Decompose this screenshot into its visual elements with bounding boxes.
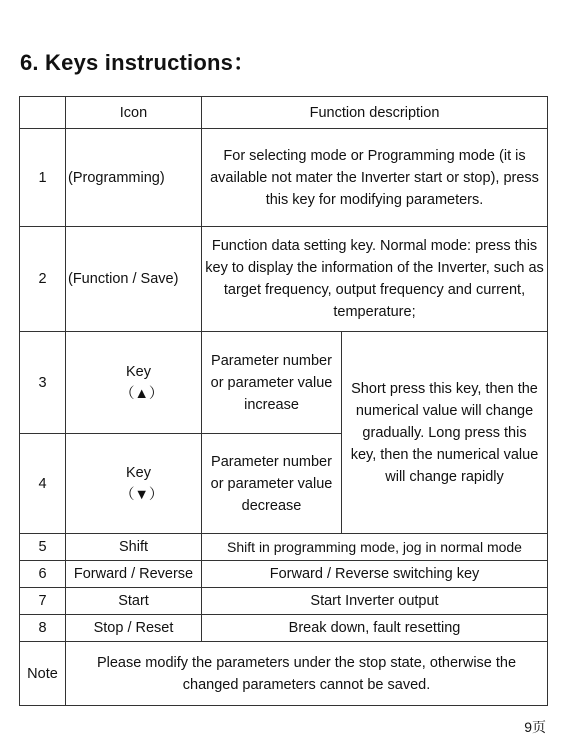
row-description: Forward / Reverse switching key	[202, 561, 548, 588]
keys-table	[19, 96, 548, 706]
down-arrow-icon: （▼）	[120, 486, 164, 503]
down-key-cell	[66, 434, 202, 534]
row-number: 4	[20, 434, 66, 534]
table-row	[20, 534, 548, 561]
row-description: Function data setting key. Normal mode: press this key to display the information of the Inverter, such as target frequency, output frequency and current, temperature;	[202, 227, 548, 332]
row-icon-label: Stop / Reset	[66, 615, 202, 642]
row-icon-label: (Programming)	[66, 129, 202, 227]
row-icon-label: Forward / Reverse	[66, 561, 202, 588]
row-description: For selecting mode or Programming mode (it is available not mater the Inverter start or stop), press this key for modifying parameters.	[202, 129, 548, 227]
table-row	[20, 332, 548, 434]
note-row	[20, 642, 548, 706]
shared-description: Short press this key, then the numerical value will change gradually. Long press this key, then the numerical value will change rapidly	[342, 332, 548, 534]
row-number: 8	[20, 615, 66, 642]
key-word: Key	[126, 464, 151, 481]
row-icon-label: Shift	[66, 534, 202, 561]
table-header-row	[20, 97, 548, 129]
row-description: Break down, fault resetting	[202, 615, 548, 642]
header-number-cell	[20, 97, 66, 129]
note-label: Note	[20, 642, 66, 706]
row-description: Shift in programming mode, jog in normal mode	[202, 534, 548, 561]
row-description: Parameter number or parameter value increase	[202, 332, 342, 434]
table-row	[20, 588, 548, 615]
header-function-cell: Function description	[202, 97, 548, 129]
row-number: 6	[20, 561, 66, 588]
up-arrow-icon: （▲）	[120, 385, 164, 402]
header-icon-cell: Icon	[66, 97, 202, 129]
table-row	[20, 129, 548, 227]
row-number: 3	[20, 332, 66, 434]
note-text: Please modify the parameters under the stop state, otherwise the changed parameters cannot be saved.	[66, 642, 548, 706]
row-number: 2	[20, 227, 66, 332]
table-row	[20, 615, 548, 642]
page-number: 9页	[524, 719, 546, 735]
row-description: Parameter number or parameter value decrease	[202, 434, 342, 534]
up-key-cell	[66, 332, 202, 434]
row-number: 5	[20, 534, 66, 561]
page-title: 6. Keys instructions：	[20, 50, 256, 75]
table-row	[20, 227, 548, 332]
row-icon-label: (Function / Save)	[66, 227, 202, 332]
row-description: Start Inverter output	[202, 588, 548, 615]
row-number: 1	[20, 129, 66, 227]
row-number: 7	[20, 588, 66, 615]
table-row	[20, 561, 548, 588]
key-word: Key	[126, 363, 151, 380]
row-icon-label: Start	[66, 588, 202, 615]
